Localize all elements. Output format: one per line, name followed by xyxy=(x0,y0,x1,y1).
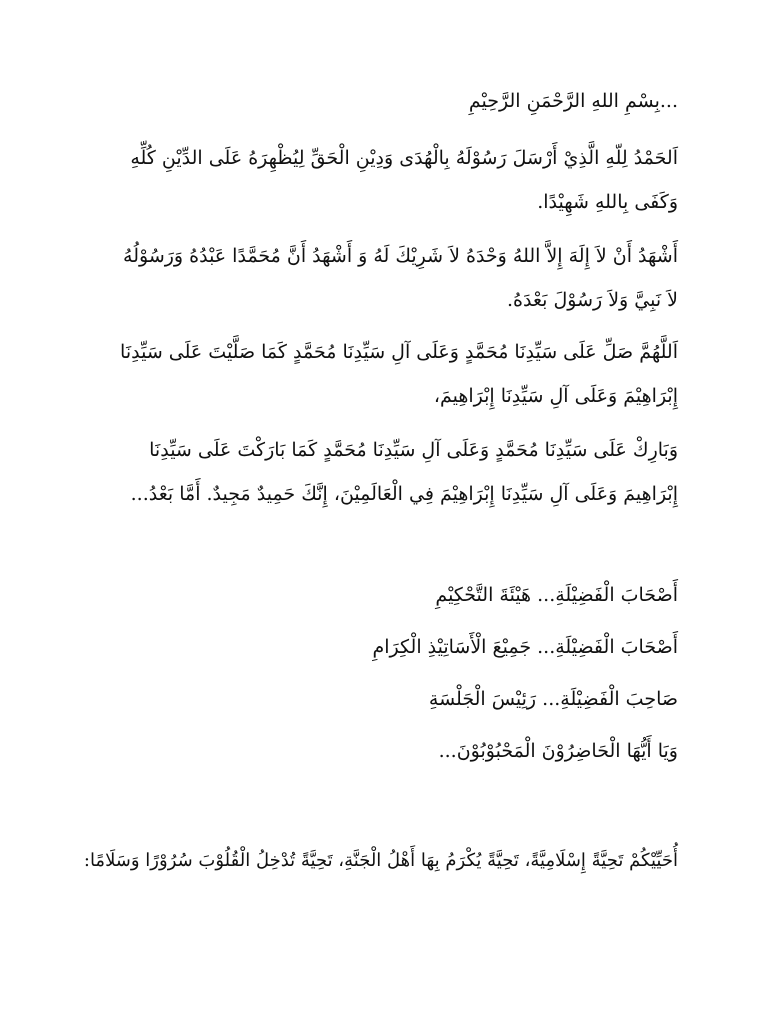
address-jury-line: أَصْحَابَ الْفَضِيْلَةِ... هَيْئَةَ التَّحْكِيْمِ xyxy=(435,584,678,606)
address-teachers-line: أَصْحَابَ الْفَضِيْلَةِ... جَمِيْعَ الْأَسَاتِيْذِ الْكِرَامِ xyxy=(372,636,678,658)
hamd-paragraph: اَلحَمْدُ لِلّهِ الَّذِيْ أَرْسَلَ رَسُوْلَهُ بِالْهُدَى وَدِيْنِ الْحَقِّ لِيُظْهِرَهُ عَلَى الدِّيْنِ كُلِّهِ وَكَفَى بِاللهِ شَهِيْدًا. xyxy=(130,147,678,213)
salawat-paragraph: اَللَّهُمَّ صَلِّ عَلَى سَيِّدِنَا مُحَمَّدٍ وَعَلَى آلِ سَيِّدِنَا مُحَمَّدٍ كَمَا صَلَّيْتَ عَلَى سَيِّدِنَا إِبْرَاهِيْمَ وَعَلَى آلِ سَيِّدِنَا إِبْرَاهِيمَ، xyxy=(120,341,678,407)
address-audience-line: وَيَا أَيُّهَا الْحَاضِرُوْنَ الْمَحْبُوْبُوْنَ... xyxy=(438,740,678,762)
greeting-line: أُحَيِّيْكُمْ تَحِيَّةً إِسْلَامِيَّةً، تَحِيَّةً يُكْرَمُ بِهَا أَهْلُ الْجَنَّةِ، تَحِيَّةً تُدْخِلُ الْقُلُوْبَ سُرُوْرًا وَسَلَامًا: xyxy=(83,850,678,871)
barakat-paragraph: وَبَارِكْ عَلَى سَيِّدِنَا مُحَمَّدٍ وَعَلَى آلِ سَيِّدِنَا مُحَمَّدٍ كَمَا بَارَكْتَ عَلَى سَيِّدِنَا إِبْرَاهِيمَ وَعَلَى آلِ سَيِّدِنَا إِبْرَاهِيْمَ فِي الْعَالَمِيْنَ، إِنَّكَ حَمِيدٌ مَجِيدٌ. أَمَّا بَعْدُ... xyxy=(130,439,678,505)
address-chair-line: صَاحِبَ الْفَضِيْلَةِ... رَئِيْسَ الْجَلْسَةِ xyxy=(428,688,678,710)
shahada-paragraph: أَشْهَدُ أَنْ لاَ إِلَهَ إِلاَّ اللهُ وَحْدَهُ لاَ شَرِيْكَ لَهُ وَ أَشْهَدُ أَنَّ مُحَمَّدًا عَبْدُهُ وَرَسُوْلُهُ لاَ نَبِيَّ وَلاَ رَسُوْلَ بَعْدَهُ. xyxy=(123,245,678,311)
basmala-line: ...بِسْمِ اللهِ الرَّحْمَنِ الرَّحِيْمِ xyxy=(468,90,678,112)
